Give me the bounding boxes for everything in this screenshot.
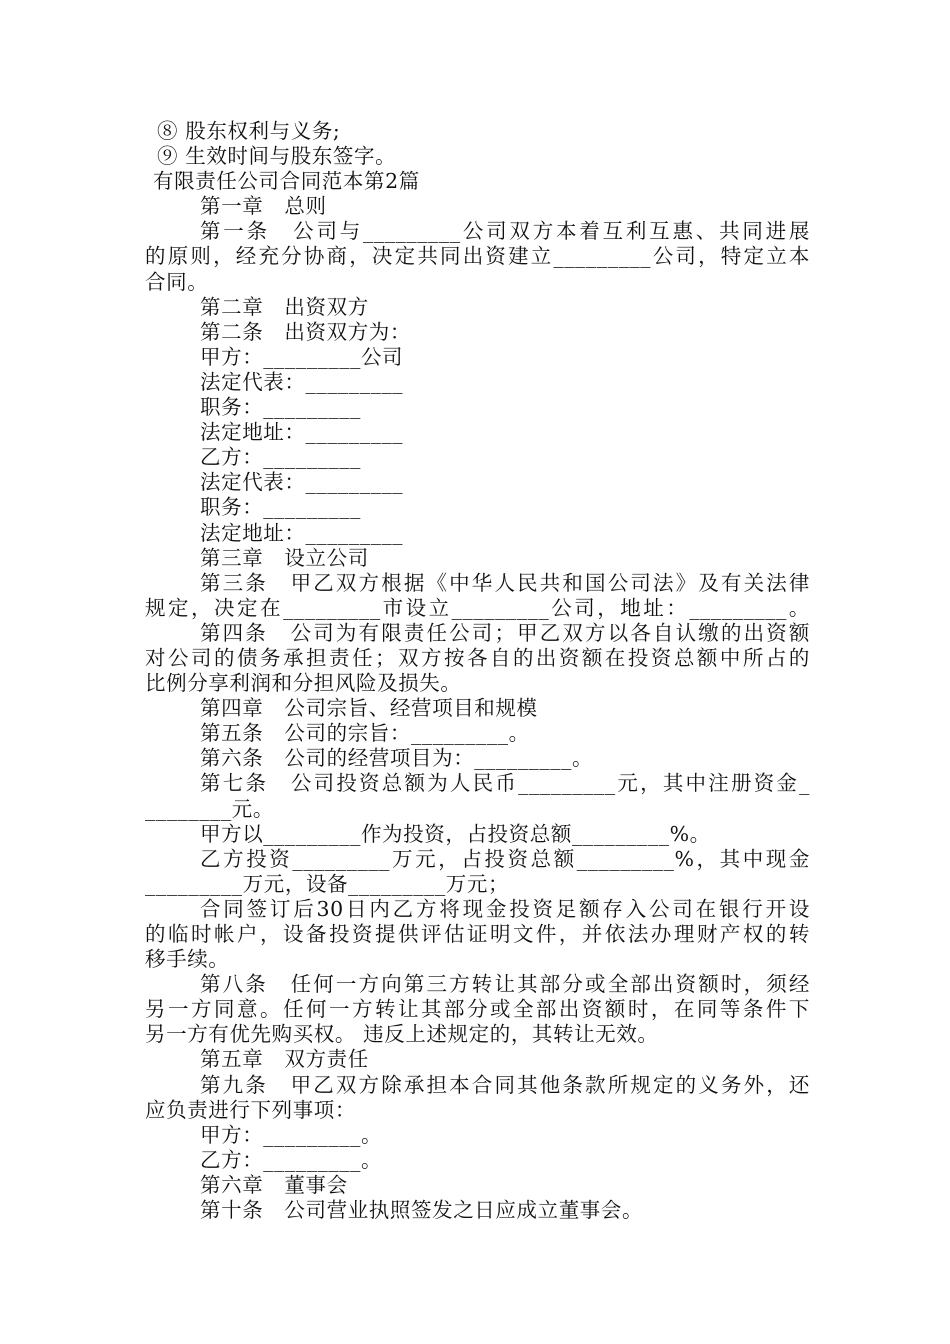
article-4-line-2: 对公司的债务承担责任；双方按各自的出资额在投资总额中所占的	[145, 645, 810, 670]
article-7-line-2: ________元。	[145, 796, 274, 821]
document-title: 有限责任公司合同范本第2篇	[153, 169, 420, 194]
chapter-5-heading: 第五章 双方责任	[200, 1047, 369, 1072]
article-9-line-2: 应负责进行下列事项：	[145, 1097, 356, 1122]
party-b-duties: 乙方：_________。	[200, 1147, 383, 1172]
list-item-8: ⑧ 股东权利与义务;	[157, 119, 341, 143]
article-6-line: 第六条 公司的经营项目为：_________。	[200, 746, 594, 771]
article-5-line: 第五条 公司的宗旨：_________。	[200, 721, 530, 746]
chapter-4-heading: 第四章 公司宗旨、经营项目和规模	[200, 696, 538, 721]
party-b-name: 乙方：_________	[200, 445, 361, 470]
deposit-clause-line-3: 移手续。	[145, 947, 230, 972]
party-b-position: 职务：_________	[200, 495, 361, 520]
article-7-line-1: 第七条 公司投资总额为人民币_________元，其中注册资金_	[200, 771, 810, 796]
article-4-line-3: 比例分享利润和分担风险及损失。	[145, 671, 462, 696]
party-b-representative: 法定代表：_________	[200, 470, 404, 495]
party-a-duties: 甲方：_________。	[200, 1122, 383, 1147]
party-a-representative: 法定代表：_________	[200, 369, 404, 394]
article-1-line-1: 第一条 公司与_________公司双方本着互利互惠、共同进展	[200, 219, 810, 244]
party-b-investment-line-1: 乙方投资_________万元，占投资总额_________%，其中现金	[200, 846, 810, 871]
party-b-investment-line-2: _________万元，设备_________万元；	[145, 871, 510, 896]
contract-document	[145, 119, 810, 1223]
party-a-investment: 甲方以_________作为投资，占投资总额_________%。	[200, 821, 711, 846]
article-10-line: 第十条 公司营业执照签发之日应成立董事会。	[200, 1198, 644, 1223]
list-item-9: ⑨ 生效时间与股东签字。	[157, 144, 397, 169]
chapter-6-heading: 第六章 董事会	[200, 1172, 348, 1197]
article-3-line-2: 规定，决定在_________市设立_________公司，地址：_________。	[145, 595, 810, 620]
article-8-line-3: 另一方有优先购买权。 违反上述规定的，其转让无效。	[145, 1022, 659, 1047]
article-4-line-1: 第四条 公司为有限责任公司；甲乙双方以各自认缴的出资额	[200, 620, 810, 645]
deposit-clause-line-1: 合同签订后30日内乙方将现金投资足额存入公司在银行开设	[200, 896, 810, 921]
party-a-position: 职务：_________	[200, 395, 361, 420]
party-a-address: 法定地址：_________	[200, 420, 404, 445]
article-8-line-1: 第八条 任何一方向第三方转让其部分或全部出资额时，须经	[200, 972, 810, 997]
article-9-line-1: 第九条 甲乙双方除承担本合同其他条款所规定的义务外，还	[200, 1072, 810, 1097]
article-8-line-2: 另一方同意。任何一方转让其部分或全部出资额时，在同等条件下	[145, 997, 810, 1022]
chapter-1-heading: 第一章 总则	[200, 194, 327, 219]
article-3-line-1: 第三条 甲乙双方根据《中华人民共和国公司法》及有关法律	[200, 570, 810, 595]
article-1-line-3: 合同。	[145, 269, 209, 294]
article-2-line: 第二条 出资双方为：	[200, 319, 411, 344]
article-1-line-2: 的原则，经充分协商，决定共同出资建立_________公司，特定立本	[145, 244, 810, 269]
chapter-2-heading: 第二章 出资双方	[200, 294, 369, 319]
party-b-address: 法定地址：_________	[200, 520, 404, 545]
deposit-clause-line-2: 的临时帐户，设备投资提供评估证明文件，并依法办理财产权的转	[145, 922, 810, 946]
chapter-3-heading: 第三章 设立公司	[200, 545, 369, 570]
party-a-name: 甲方：_________公司	[200, 344, 404, 369]
